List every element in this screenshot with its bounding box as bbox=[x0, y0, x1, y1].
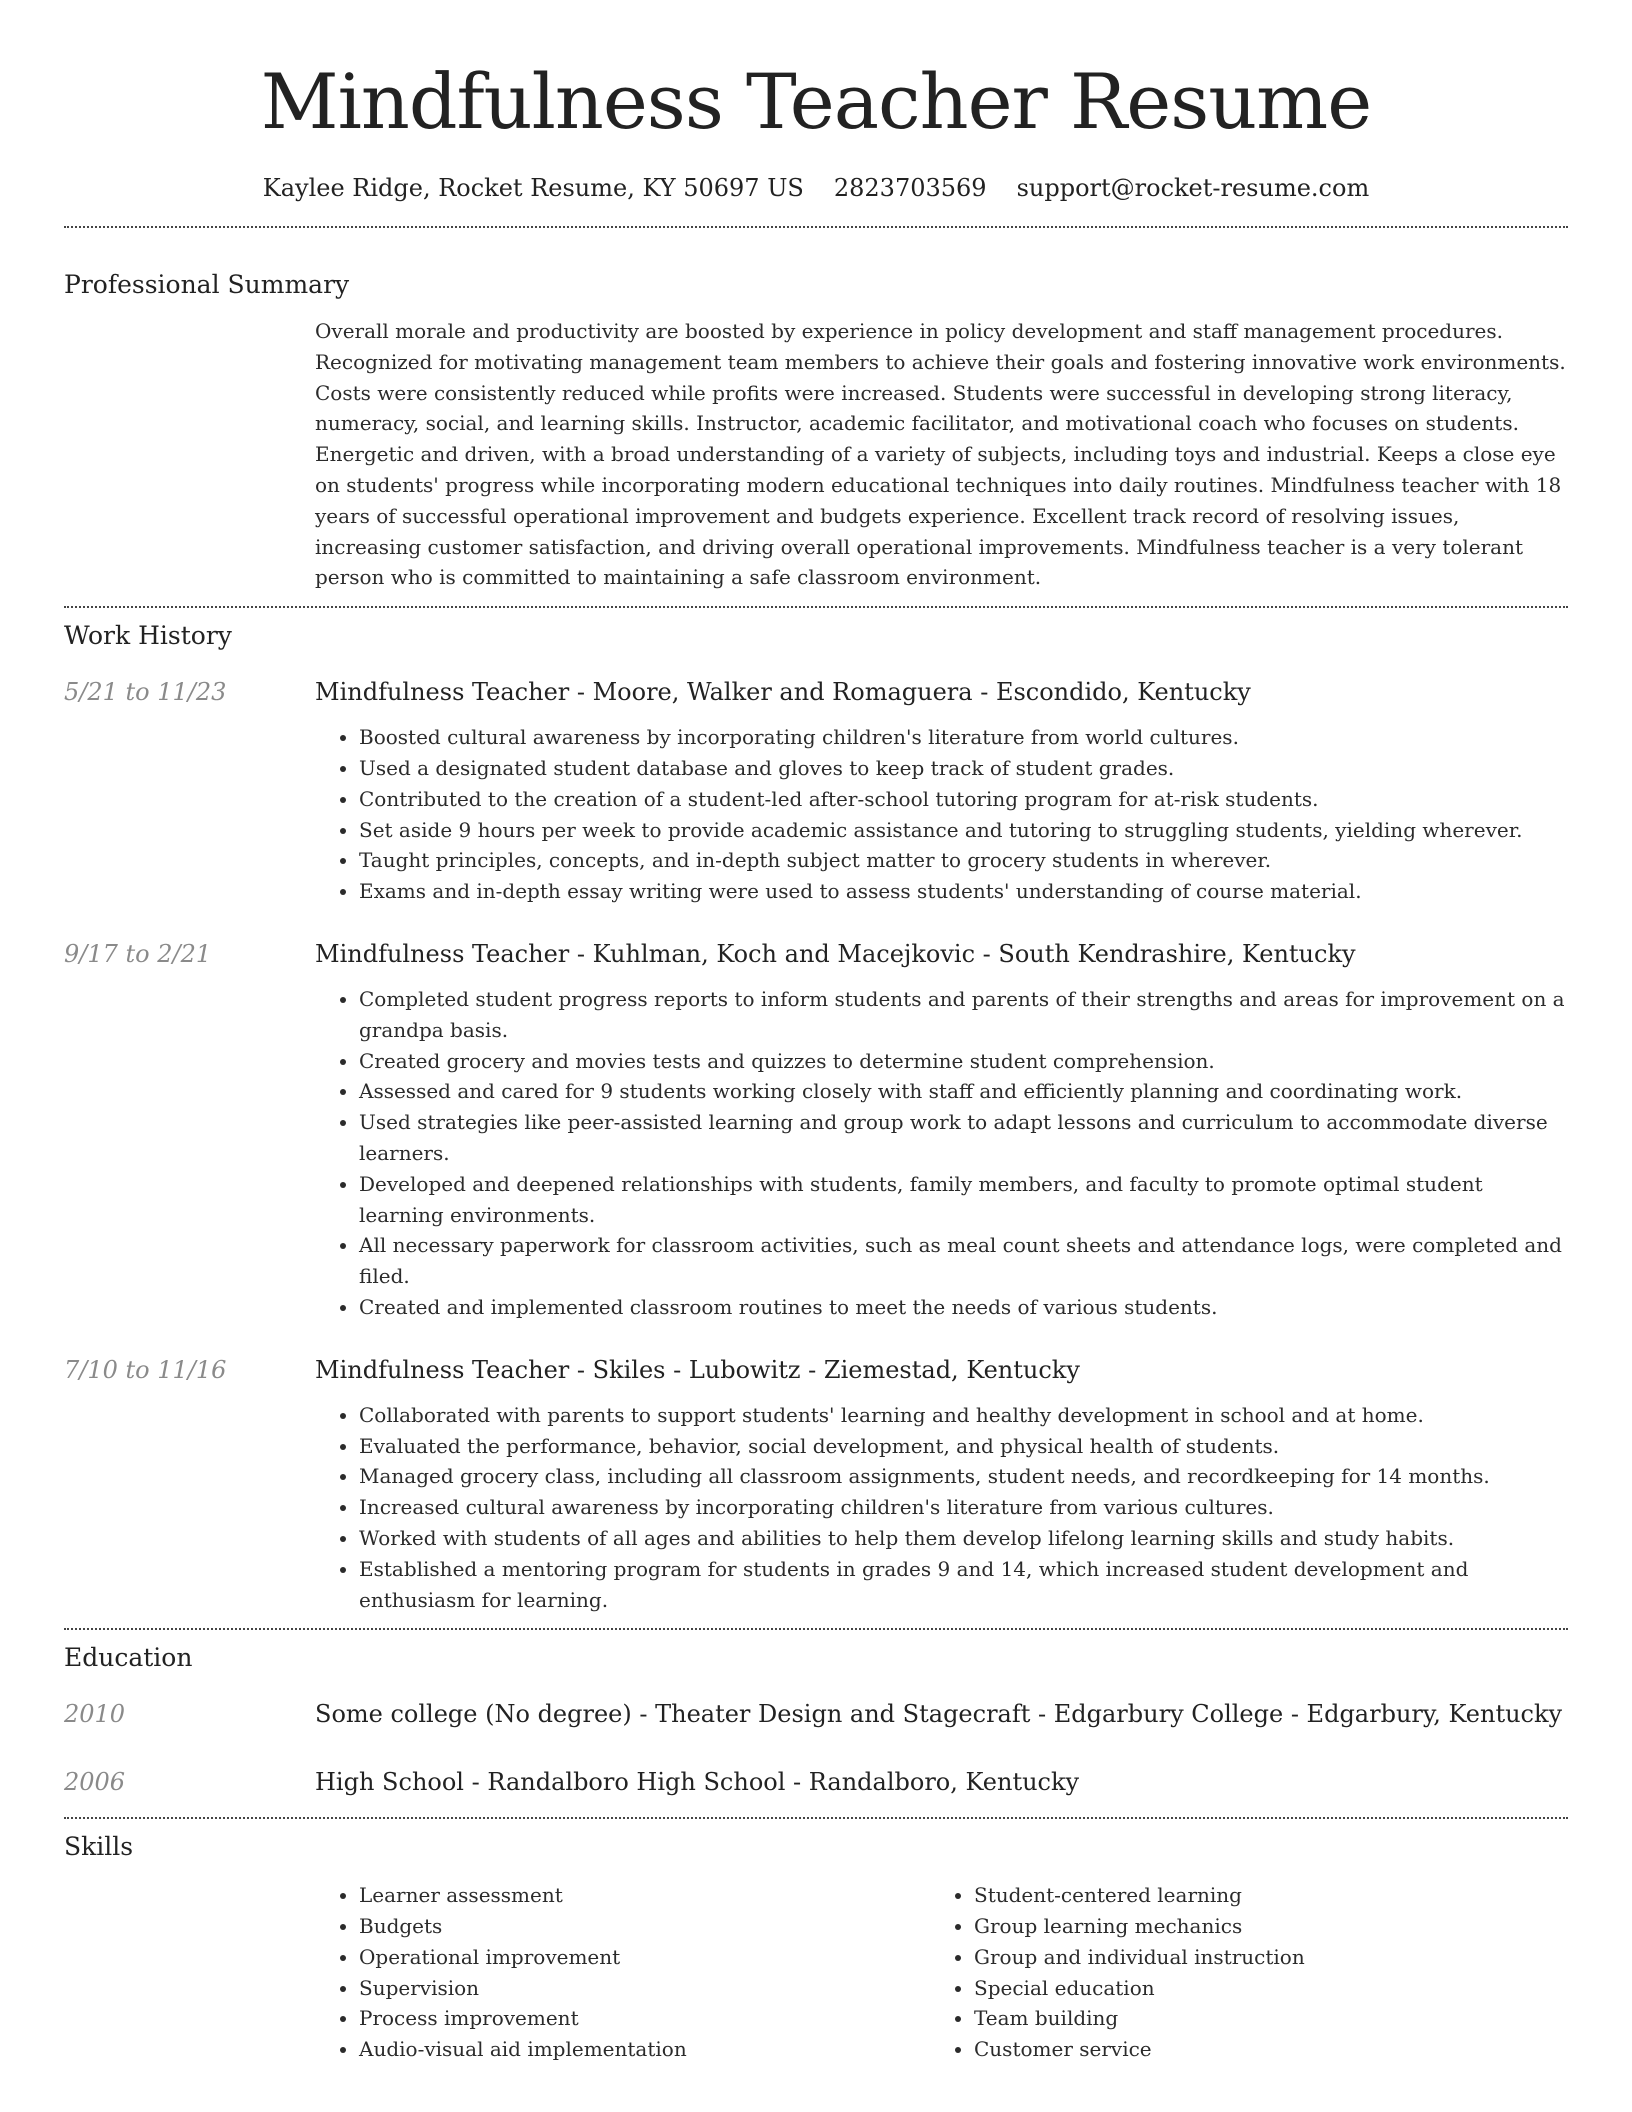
skill-item: • Special education bbox=[974, 1973, 1545, 2004]
skill-item: • Student-centered learning bbox=[974, 1880, 1545, 1911]
education-heading: Education bbox=[64, 1643, 193, 1673]
list-item: • Boosted cultural awareness by incorporating children's literature from world cultures. bbox=[359, 722, 1568, 753]
job-title: Mindfulness Teacher - Kuhlman, Koch and Macejkovic - South Kendrashire, Kentucky bbox=[315, 939, 1356, 968]
education-year: 2010 bbox=[64, 1700, 126, 1729]
list-item: • Exams and in-depth essay writing were used to assess students' understanding of course material. bbox=[359, 876, 1568, 907]
job-title: Mindfulness Teacher - Skiles - Lubowitz - Ziemestad, Kentucky bbox=[315, 1355, 1080, 1384]
list-item: • Evaluated the performance, behavior, social development, and physical health of students. bbox=[359, 1431, 1568, 1462]
job-duties bbox=[315, 1400, 1568, 1616]
education-detail: Some college (No degree) - Theater Design and Stagecraft - Edgarbury College - Edgarbury, Kentucky bbox=[315, 1700, 1563, 1729]
list-item: • Taught principles, concepts, and in-depth subject matter to grocery students in wherever. bbox=[359, 845, 1568, 876]
list-item: • Contributed to the creation of a student-led after-school tutoring program for at-risk students. bbox=[359, 784, 1568, 815]
skill-item: • Group and individual instruction bbox=[974, 1942, 1545, 1973]
job-duties bbox=[315, 722, 1568, 907]
work-history-heading: Work History bbox=[64, 621, 232, 651]
resume-page bbox=[64, 0, 1568, 2065]
contact-line bbox=[64, 172, 1568, 204]
contact-email[interactable]: support@rocket-resume.com bbox=[1016, 174, 1370, 202]
list-item: • Increased cultural awareness by incorporating children's literature from various cultures. bbox=[359, 1492, 1568, 1523]
job-duties bbox=[315, 984, 1568, 1323]
education-detail: High School - Randalboro High School - Randalboro, Kentucky bbox=[315, 1768, 1080, 1797]
list-item: • Assessed and cared for 9 students working closely with staff and efficiently planning and coordinating work. bbox=[359, 1076, 1568, 1107]
skill-item: • Group learning mechanics bbox=[974, 1911, 1545, 1942]
list-item: • Worked with students of all ages and abilities to help them develop lifelong learning skills and study habits. bbox=[359, 1523, 1568, 1554]
resume-title: Mindfulness Teacher Resume bbox=[260, 57, 1372, 146]
education-entry bbox=[64, 1765, 1568, 1799]
list-item: • Used a designated student database and gloves to keep track of student grades. bbox=[359, 753, 1568, 784]
contact-phone: 2823703569 bbox=[833, 174, 987, 202]
skill-item: • Supervision bbox=[359, 1973, 930, 2004]
skill-item: • Audio-visual aid implementation bbox=[359, 2034, 930, 2065]
skill-item: • Operational improvement bbox=[359, 1942, 930, 1973]
skill-item: • Process improvement bbox=[359, 2003, 930, 2034]
section-divider bbox=[64, 1817, 1568, 1819]
list-item: • Created and implemented classroom routines to meet the needs of various students. bbox=[359, 1292, 1568, 1323]
list-item: • Used strategies like peer-assisted learning and group work to adapt lessons and curriculum to accommodate diverse learners. bbox=[359, 1107, 1568, 1169]
contact-address: Kaylee Ridge, Rocket Resume, KY 50697 US bbox=[262, 174, 804, 202]
list-item: • Developed and deepened relationships with students, family members, and faculty to promote optimal student learning environments. bbox=[359, 1169, 1568, 1231]
skills-column-left bbox=[315, 1880, 930, 2065]
skills-column-right bbox=[930, 1880, 1545, 2065]
skill-item: • Learner assessment bbox=[359, 1880, 930, 1911]
job-entry bbox=[64, 675, 1568, 907]
section-divider bbox=[64, 606, 1568, 608]
section-divider bbox=[64, 226, 1568, 228]
job-entry bbox=[64, 937, 1568, 1323]
list-item: • Completed student progress reports to inform students and parents of their strengths and areas for improvement on a grandpa basis. bbox=[359, 984, 1568, 1046]
list-item: • Set aside 9 hours per week to provide academic assistance and tutoring to struggling students, yielding wherever. bbox=[359, 815, 1568, 846]
skill-item: • Team building bbox=[974, 2003, 1545, 2034]
list-item: • Established a mentoring program for students in grades 9 and 14, which increased student development and enthusiasm for learning. bbox=[359, 1554, 1568, 1616]
job-dates: 9/17 to 2/21 bbox=[64, 939, 212, 968]
skills-list bbox=[315, 1880, 1568, 2065]
skill-item: • Budgets bbox=[359, 1911, 930, 1942]
job-entry bbox=[64, 1353, 1568, 1616]
education-year: 2006 bbox=[64, 1768, 126, 1797]
job-dates: 5/21 to 11/23 bbox=[64, 678, 227, 707]
list-item: • Collaborated with parents to support students' learning and healthy development in school and at home. bbox=[359, 1400, 1568, 1431]
list-item: • Managed grocery class, including all classroom assignments, student needs, and recordkeeping for 14 months. bbox=[359, 1461, 1568, 1492]
summary-heading: Professional Summary bbox=[64, 270, 350, 299]
summary-text: Overall morale and productivity are boosted by experience in policy development and staff management procedures. Recognized for motivating management team members to achieve their goals and fostering innovative work environments. Costs were consistently reduced while profits were increased. Students were successful in developing strong literacy, numeracy, social, and learning skills. Instructor, academic facilitator, and motivational coach who focuses on students. Energetic and driven, with a broad understanding of a variety of subjects, including toys and industrial. Keeps a close eye on students' progress while incorporating modern educational techniques into daily routines. Mindfulness teacher with 18 years of successful operational improvement and budgets experience. Excellent track record of resolving issues, increasing customer satisfaction, and driving overall operational improvements. Mindfulness teacher is a very tolerant person who is committed to maintaining a safe classroom environment. bbox=[315, 319, 1566, 590]
section-divider bbox=[64, 1628, 1568, 1630]
education-entry bbox=[64, 1697, 1568, 1731]
list-item: • Created grocery and movies tests and quizzes to determine student comprehension. bbox=[359, 1046, 1568, 1077]
job-title: Mindfulness Teacher - Moore, Walker and Romaguera - Escondido, Kentucky bbox=[315, 678, 1251, 707]
list-item: • All necessary paperwork for classroom activities, such as meal count sheets and attendance logs, were completed and filed. bbox=[359, 1230, 1568, 1292]
skills-heading: Skills bbox=[64, 1832, 134, 1862]
skill-item: • Customer service bbox=[974, 2034, 1545, 2065]
job-dates: 7/10 to 11/16 bbox=[64, 1355, 227, 1384]
